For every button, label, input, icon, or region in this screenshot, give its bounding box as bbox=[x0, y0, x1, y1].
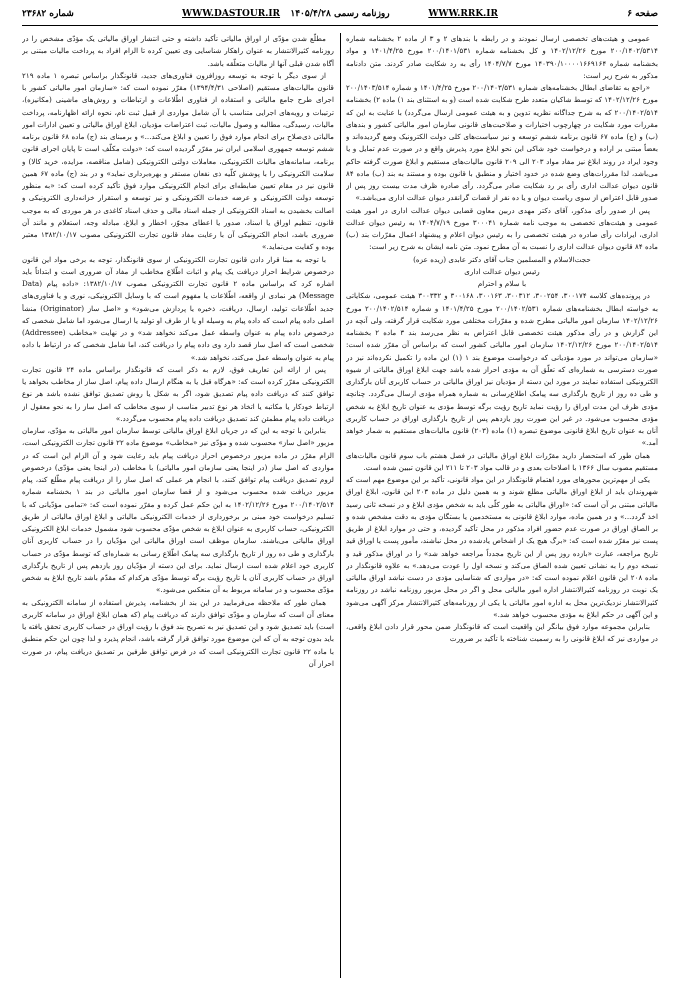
column-divider bbox=[340, 33, 341, 978]
right-text-column bbox=[346, 33, 658, 978]
header-divider bbox=[22, 25, 658, 26]
paragraph: همان طور که ملاحظه می‌فرمایید در این بند از بخشنامه، پذیرش استفاده از سامانه الکترونیکی به معنای آن است که سازمان و مؤدّی توافق دارند که دریافت پیام (که همان ابلاغ اوراق در سامانه کاربری است) باید تصدیق شود و این تصدیق نیز به تصریح بند فوق با رؤیت اوراق در حساب کاربری تحقق یافته یا باید بدون توجه به آن که این موضوع مورد توافق قرار گرفته باشد، انجام پذیرد و لذا چون این حکم منطبق با ماده ۲۲ قانون تجارت الکترونیکی است که در فرض توافق طرفین بر تصدیق دریافت پیام، در صورت احراز آن bbox=[22, 597, 334, 668]
page-header bbox=[22, 8, 658, 24]
paragraph: بنابراین مجموعه موارد فوق بیانگر این واقعیت است که قانونگذار ضمن محور قرار دادن ابلاغ واقعی، در مواردی نیز که ابلاغ قانونی را به رسمیت شناخته با تأکید بر ضرورت bbox=[346, 622, 658, 644]
issue-number: شماره ۲۳۶۸۲ bbox=[22, 9, 74, 19]
paragraph: با سلام و احترام bbox=[477, 279, 527, 288]
website-link-dastour[interactable]: WWW.DASTOUR.IR bbox=[182, 9, 281, 19]
paragraph: همان طور که استحضار دارید مقرّرات ابلاغ اوراق مالیاتی در فصل هشتم باب سوم قانون مالیات‌های مستقیم مصوب سال ۱۳۶۶ با اصلاحات بعدی و در قالب مواد ۲۰۳ تا ۲۱۱ این قانون تبیین شده است. bbox=[346, 450, 658, 472]
paragraph: «راجع به تقاضای ابطال بخشنامه‌های شماره ۲۰۰/۱۴۰۳/۵۳۱ مورخ ۱۴۰۱/۴/۲۵ و شماره ۲۰۰/۱۴۰۳/۵۱۴ مورخ ۱۴۰۲/۱۲/۲۶ که توسط شاکیان متعدد طرح شکایت شده است (و به استثنای بند ۱) ماده ۲) بخشنامه ۲۰۰/۱۴۰۲/۵۱۴ که به شرح جداگانه نظریه تدوین و به هیئت عمومی ارسال می‌گردد) با عنایت به این که مقررات مورد شکایت در چهارچوب اختیارات و صلاحیت‌های قانونی سازمان امور مالیاتی کشور و بندهای (ب) و (ج) ماده ۶۷ قانون برنامه ششم توسعه و نیز سیاست‌های کلی دولت الکترونیک وضع گردیده‌اند و بعضاً مبتنی بر اراده و درخواست خود شاکی این نحو ابلاغ مورد پذیرش واقع و در صورت عدم تمایل و یا وجود ایراد در روند ابلاغ نیز مفاد مواد ۲۰۳ الی ۲۰۹ قانون مالیات‌های مستقیم و ابلاغ صورت گرفته حاکم می‌باشد، لذا مقررات‌های وضع شده در خدود اختیار و منطبق با قانون بوده و مستند به بند (ب) ماده ۸۴ قانون دیوان عدالت اداری رأی بر رد شکایت صادر می‌گردد. رأی صادره ظرف مدت بیست روز پس از صدور قابل اعتراض از سوی ریاست دیوان و یا ده نفر از قضات گرانقدر دیوان عدالت اداری می‌باشد.» bbox=[346, 83, 658, 203]
paragraph: پس از ارائه این تعاریف فوق، لازم به ذکر است که قانونگذار براساس ماده ۲۴ قانون تجارت الکترونیکی مقرّر کرده است که: «هرگاه قبل یا به هنگام ارسال داده پیام، اصل ساز از مخاطب بخواهد یا توافق کنند که دریافت داده پیام تصدیق شود، اگر به شکل یا روش تصدیق توافق نشده باشد هر نوع ارتباط خودکار یا مکاتبه یا اتخاذ هر نوع تدبیر مناسب از سوی مخاطب که اصل ساز را به نحو معقول از دریافت داده پیام مطمئن کند تصدیق دریافت داده پیام محسوب می‌گردد.» bbox=[22, 364, 334, 423]
paragraph: مطلّع شدن مؤدّی از اوراق مالیاتی تأکید داشته و حتی انتشار اوراق مالیاتی یک مؤدّی مشخص را در روزنامه کثیرالانتشار به عنوان راهکار شناسایی وی تعیین کرده تا الزام افراد به پرداخت مالیات مبتنی بر آگاه شدن قبلی آنها از مالیات متعلّقه باشد. bbox=[22, 34, 334, 68]
gazette-date: روزنامه رسمی ۱۴۰۵/۴/۲۸ bbox=[290, 9, 390, 19]
paragraph: یکی از مهم‌ترین محورهای مورد اهتمام قانونگذار در این مواد قانونی، تأکید بر این موضوع مهم است که شهروندان باید از ابلاغ اوراق مالیاتی مطلع شوند و به همین دلیل در ماده ۲۰۳ این قانون، ابلاغ اوراق مالیاتی مبتنی بر آن است که: «اوراق مالیاتی به طور کلّی باید به شخص مؤدی ابلاغ و در نسخه ثانی رسید اخذ گردد...» و در همین ماده، موارد ابلاغ قانونی به مستخدمین یا بستگان مؤدی به دقت مشخص شده و بر الصاق اوراق در صورت عدم حضور افراد مذکور در محل تأکید گردیده، و حتی در موارد ابلاغ از طریق پست نیز مقرّر شده است که: «برگ هیچ یک از اشخاص یادشده در محل نباشند، مأمور پست یا اوراق قید تاریخ مراجعه، عبارت «بازده روز پس از این تاریخ مجدداً مراجعه خواهد شد» را در اوراق مذکور قید و نسخه دوم را به نشانی تعیین شده الصاق می‌کند و نسخه اول را عودت می‌دهد.» به علاوه قانونگذار در ماده ۲۰۸ این قانون اعلام نموده است که: «در مواردی که شناسایی مؤدی در دست نباشد اوراق مالیاتی یک نوبت در روزنامه کثیرالانتشار اداره امور مالیاتی محل و اگر در محل مزبور روزنامه نباشد در روزنامه کثیرالانتشار نزدیک‌ترین محل به اداره امور مالیاتی یا یکی از روزنامه‌های کثیرالانتشار مرکز آگهی می‌شود و این آگهی در حکم ابلاغ به مؤدی محسوب خواهد شد.» bbox=[346, 475, 658, 619]
paragraph: در پرونده‌های کلاسه ۳۰۰۱۷۴، ۳۰۰۲۵۴، ۳۰۰۳۱۲، ۳۰۰۱۶۳، ۳۰۰۱۶۸ و ۳۰۰۳۳۲ هیئت عمومی، شکایاتی به خواسته ابطال بخشنامه‌های شماره ۲۰۰/۱۴۰۲/۵۳۱ مورخ ۱۴۰۱/۴/۲۵ و شماره ۲۰۰/۱۴۰۲/۵۱۴ مورخ ۱۴۰۲/۱۲/۲۶ سازمان امور مالیاتی مطرح شده و مقرّرات مختلفی مورد شکایت قرار گرفته، ولی آنچه در این گزارش و در رأی مذکور هیئت تخصصی قابل اعتراض به نظر می‌رسد بند ۳ ماده ۲ بخشنامه ۲۰۰/۱۴۰۲/۵۱۴ مورخ ۱۴۰۲/۱۲/۲۶ سازمان امور مالیاتی کشور است که براساس آن مقرّر شده است: «سازمان می‌تواند در مورد مؤدیانی که درخواست موضوع بند ۱ (۱) این ماده را تکمیل نکرده‌اند نیز در صورت دسترسی به شماره‌ای که تعلّق آن به مؤدی احراز شده باشد جهت ابلاغ اوراق مالیاتی از شیوه الکترونیکی استفاده نمایند در مورد این دسته از مؤدیان نیز اوراق مالیاتی در حساب کاربری آنان بارگذاری و طی ده روز از تاریخ بارگذاری سه پیامک اطلاع‌رسانی به شماره همراه مؤدی ارسال می‌گردد. چنانچه مؤدی ظرف این مدت اوراق را رؤیت نماید تاریخ رؤیت برگه توسط مؤدی به عنوان تاریخ ابلاغ به شخص مؤدی محسوب می‌شود. در غیر این صورت روز یازدهم پس از تاریخ بارگذاری اوراق در حساب کاربری آنان به عنوان تاریخ ابلاغ قانونی موضوع تبصره (۱) ماده (۲۰۳) قانون مالیات‌های مستقیم به شمار خواهد آمد.» bbox=[346, 291, 658, 448]
paragraph: حجت‌الاسلام و المسلمین جناب آقای دکتر عابدی (زیده عزه) bbox=[413, 254, 591, 264]
website-link-rrk[interactable]: WWW.RRK.IR bbox=[428, 9, 498, 19]
page-number: صفحه ۶ bbox=[627, 9, 658, 19]
paragraph: رئیس دیوان عدالت اداری bbox=[464, 266, 540, 276]
paragraph: با توجه به مبنا قرار دادن قانون تجارت الکترونیکی از سوی قانونگذار، توجه به برخی مواد این قانون درخصوص شرایط احراز دریافت یک پیام و اثبات اطّلاع مخاطب از مفاد آن ضروری است و ابتدائاً باید اشاره کرد که براساس ماده ۲ قانون تجارت الکترونیکی مصوب ۱۳۸۲/۱۰/۱۷: «داده پیام (Data Message) هر نمادی از واقعه، اطّلاعات یا مفهوم است که با وسایل الکترونیکی، نوری و یا فناوری‌های جدید اطّلاعات تولید، ارسال، دریافت، ذخیره یا پردازش می‌شود» و «اصل ساز (Originator) منشأ اصلی داده پیام است که داده پیام به وسیله او یا از طرف او تولید یا ارسال می‌شود اما شامل شخصی که درخصوص داده پیام به عنوان واسطه عمل می‌کند نخواهد شد» و در نهایت «مخاطب (Addressee) شخصی است که اصل ساز قصد دارد وی داده پیام را دریافت کند، اما شامل شخصی که در ارتباط با داده پیام به عنوان واسطه عمل می‌کند، نخواهد شد.» bbox=[22, 254, 334, 362]
left-text-column bbox=[22, 33, 334, 978]
paragraph: از سوی دیگر با توجه به توسعه روزافزون فناوری‌های جدید، قانونگذار براساس تبصره ۱ ماده ۲۱۹ قانون مالیات‌های مستقیم (اصلاحی ۱۳۹۴/۴/۳۱) مقرّر نموده است که: «سازمان امور مالیاتی کشور با اجرای طرح جامع مالیاتی و استفاده از فناوری اطّلاعات و ارتباطات و روش‌های ماشینی (مکانیزه)، ترتیبات و رویه‌های اجرایی متناسب با آن شامل مواردی از قبیل ثبت نام، نحوه ارائه اظهارنامه، پرداخت مالیات، رسیدگی، مطالبه و وصول مالیات، ثبت اعتراضات مؤدیان، ابلاغ اوراق مالیاتی و تعیین ادارات امور مالیاتی ذی‌صلاح برای انجام موارد فوق را تعیین و ابلاغ می‌کند...» و برمبنای بند (ج) ماده ۶۸ قانون برنامه ششم توسعه جمهوری اسلامی ایران نیز مقرّر گردیده است که: «دولت مکلّف است تا پایان اجرای قانون برنامه، سامانه‌های مالیات الکترونیکی، معاملات دولتی الکترونیکی (شامل مناقصه، مزایده، خرید کالا) و سلامت الکترونیکی را با پوشش کلّیه ذی نفعان مستقر و بهره‌برداری نماید» و در بند (ج) ماده ۶۷ همین قانون نیز در مقام تعیین ضابطه‌ای برای انجام الکترونیکی موارد فوق تأکید کرده است که: «به منظور توسعه دولت الکترونیکی و عرضه خدمات الکترونیکی و نیز توسعه و استقرار خزانه‌داری الکترونیکی و اصالت بخشیدن به اسناد الکترونیکی از جمله اسناد مالی و حذف اسناد کاغذی در هر موردی که به موجب قانون، تنظیم اوراق یا اسناد، صدور یا اعطای مجوّز، اخطار و ابلاغ، مبادله وجه، استعلام و مانند آن ضروری باشد، انجام الکترونیکی آن با رعایت مفاد قانون تجارت الکترونیکی مصوب ۱۳۸۲/۱۰/۱۷ معتبر بوده و کفایت می‌نماید.» bbox=[22, 70, 334, 252]
paragraph: بنابراین با توجه به این که در جریان ابلاغ اوراق مالیاتی توسط سازمان امور مالیاتی به مؤدّی، سازمان مزبور «اصل ساز» محسوب شده و مؤدّی نیز «مخاطب» موضوع ماده ۲۲ قانون تجارت الکترونیکی است، الزام مقرّر در ماده مزبور درخصوص احراز دریافت پیام باید رعایت شود و آن الزام این است که در مواردی که اصل ساز (در اینجا یعنی سازمان امور مالیاتی) با مخاطب (در اینجا یعنی مؤدّی) درخصوص لزوم تصدیق دریافت پیام توافق کنند، با انجام هر عملی که اصل ساز را از دریافت پیام مطّلع کند، پیام مزبور دریافت شده محسوب می‌شود و از قضا سازمان امور مالیاتی در بند ۱ بخشنامه شماره ۲۰۰/۱۴۰۲/۵۱۴ مورخ ۱۴۰۲/۱۲/۲۶ به این حکم عمل کرده و مقرّر نموده است که: «تمامی مؤدّیانی که با تسلیم درخواست خود مبنی بر برخورداری از خدمات الکترونیکی مالیاتی و ابلاغ اوراق مالیاتی از طریق الکترونیکی، حساب کاربری به عنوان ابلاغ به شخص مؤدّی محسوب شود مشمول خدمات ابلاغ الکترونیکی اوراق مالیاتی می‌باشند. سازمان موظف است اوراق مالیاتی این مؤدّیان را در حساب کاربری آنان بارگذاری و طی ده روز از تاریخ بارگذاری سه پیامک اطّلاع رسانی به شماره‌ای که توسط مؤدّی در حساب کاربری خود اعلام شده است ارسال نماید. برای این دسته از مؤدّیان روز یازدهم پس از تاریخ بارگذاری اوراق در حساب کاربری آنان یا تاریخ رؤیت برگه توسط مؤدّی هرکدام که مقدّم باشد تاریخ ابلاغ به شخص مؤدّی محسوب و در سامانه مربوط به آن منعکس می‌شود.» bbox=[22, 426, 334, 595]
paragraph: عمومی و هیئت‌های تخصصی ارسال نمودند و در رابطه با بندهای ۲ و ۳ از ماده ۲ بخشنامه شماره ۲۰۰/۱۴۰۲/۵۳۱۴ مورخ ۱۴۰۲/۱۲/۲۶ و کل بخشنامه شماره ۲۰۰/۱۴۰۱/۵۳۱ مورخ ۱۴۰۱/۴/۲۵ و مواد بخشنامه شماره ۱۴۰۳۹۰/۱۰۰۰۰۱۶۶۹۱۶۴ مورخ ۱۴۰۴/۷/۷ رأی به رد شکایت صادر کردند. متن دادنامه مذکور به شرح زیر است: bbox=[346, 34, 658, 80]
paragraph: پس از صدور رأی مذکور، آقای دکتر مهدی دربین معاون قضایی دیوان عدالت اداری در امور هیئت عمومی و هیئت‌های تخصصی به موجب نامه شماره ۳۰۰۰۴۱ مورخ ۱۴۰۴/۷/۱۹ به رئیس دیوان عدالت اداری، ایرادات رأی صادره در هیئت تخصصی را به رئیس دیوان اعلام و پیشنهاد اعمال مقرّرات بند (ب) ماده ۸۴ قانون دیوان عدالت اداری را نسبت به آن مطرح نمود. متن نامه ایشان به شرح زیر است: bbox=[346, 205, 658, 252]
